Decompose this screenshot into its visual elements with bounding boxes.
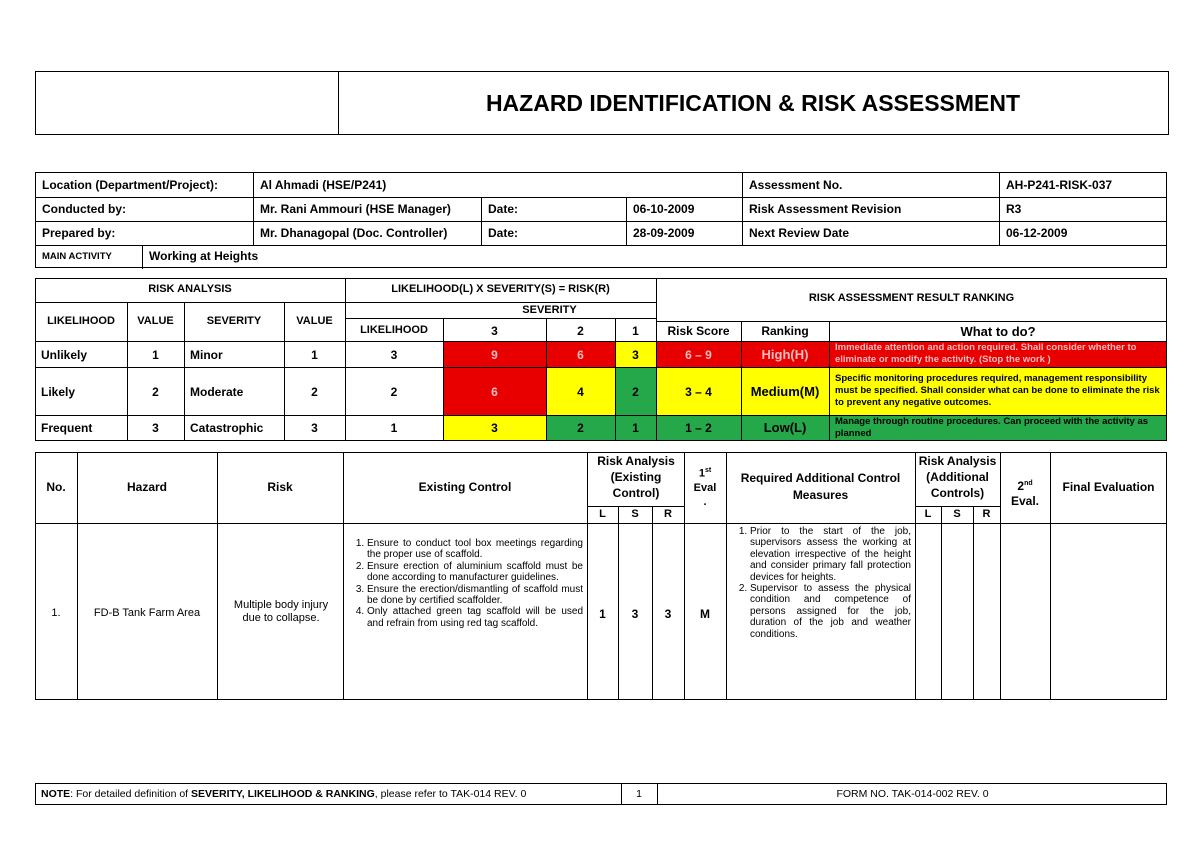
ranking-low: Low(L) (763, 420, 807, 435)
matrix-cell: 4 (577, 385, 584, 399)
severity-value: 2 (311, 385, 318, 399)
footer-note: NOTE: For detailed definition of SEVERITY, LIKELIHOOD & RANKING, please refer to TAK-014 REV. 0 (41, 788, 527, 800)
likelihood-value: 1 (152, 348, 159, 362)
matrix-cell: 9 (491, 348, 498, 362)
severity-2-header: 2 (577, 324, 584, 338)
likelihood-likely: Likely (41, 385, 76, 399)
assessment-no-label: Assessment No. (749, 178, 843, 192)
risk-analysis-heading: RISK ANALYSIS (148, 283, 232, 295)
likelihood2-col-header: LIKELIHOOD (360, 324, 428, 336)
severity-value: 3 (311, 421, 318, 435)
risk-score-high: 6 – 9 (685, 348, 712, 362)
matrix-cell: 1 (632, 421, 639, 435)
hazard-cell: FD-B Tank Farm Area (93, 607, 201, 619)
title-block (35, 71, 1169, 135)
severity-value: 1 (311, 348, 318, 362)
second-eval-header: 2nd Eval. (1010, 479, 1040, 508)
action-low: Manage through routine procedures. Can proceed with the activity as planned (835, 416, 1149, 439)
no-header: No. (46, 480, 66, 494)
l-header: L (599, 508, 606, 520)
logo-box (36, 72, 339, 134)
revision-value: R3 (1006, 202, 1022, 216)
matrix-cell: 2 (632, 385, 639, 399)
existing-s-value: 3 (631, 607, 639, 621)
matrix-cell: 2 (577, 421, 584, 435)
risk-analysis-additional-header: Risk Analysis (Additional Controls) (918, 454, 997, 500)
existing-l-value: 1 (599, 607, 606, 621)
date2-value: 28-09-2009 (633, 226, 695, 240)
final-evaluation-header: Final Evaluation (1062, 480, 1155, 494)
conducted-value: Mr. Rani Ammouri (HSE Manager) (260, 202, 451, 216)
date1-value: 06-10-2009 (633, 202, 695, 216)
result-ranking-heading: RISK ASSESSMENT RESULT RANKING (808, 292, 1015, 304)
risk-score-header: Risk Score (667, 324, 730, 338)
matrix-likelihood: 3 (390, 348, 398, 362)
risk-header: Risk (267, 480, 293, 494)
page-number: 1 (636, 788, 642, 800)
severity-3-header: 3 (491, 324, 498, 338)
ranking-high: High(H) (761, 347, 809, 362)
action-medium: Specific monitoring procedures required, management responsibility must be specified. Shall consider what can be done to eliminate the risk to prevent any negative outcomes. (835, 373, 1160, 408)
risk-score-medium: 3 – 4 (685, 385, 712, 399)
prepared-value: Mr. Dhanagopal (Doc. Controller) (260, 226, 448, 240)
info-grid (35, 172, 1167, 268)
main-activity-value: Working at Heights (149, 249, 259, 263)
severity-moderate: Moderate (190, 385, 244, 399)
ranking-medium: Medium(M) (750, 384, 820, 399)
matrix-cell: 3 (632, 348, 639, 362)
matrix-likelihood: 1 (390, 421, 398, 435)
lxs-heading: LIKELIHOOD(L) X SEVERITY(S) = RISK(R) (391, 283, 610, 295)
page-title: HAZARD IDENTIFICATION & RISK ASSESSMENT (485, 90, 1021, 116)
severity-heading: SEVERITY (522, 304, 577, 316)
matrix-cell: 3 (491, 421, 498, 435)
likelihood-value: 2 (152, 385, 159, 399)
matrix-cell: 6 (491, 385, 498, 399)
existing-control-header: Existing Control (418, 480, 512, 494)
revision-label: Risk Assessment Revision (749, 202, 902, 216)
likelihood-value: 3 (152, 421, 159, 435)
review-label: Next Review Date (749, 226, 850, 240)
main-activity-label: MAIN ACTIVITY (42, 251, 112, 262)
existing-control-item: 1. Ensure to conduct tool box meetings regarding the proper use of scaffold. (367, 538, 583, 561)
footer (35, 783, 1167, 805)
risk-cell: Multiple body injury due to collapse. (233, 599, 329, 624)
severity-catastrophic: Catastrophic (190, 421, 264, 435)
form-number: FORM NO. TAK-014-002 REV. 0 (836, 788, 989, 800)
likelihood-frequent: Frequent (41, 421, 93, 435)
hazard-table (35, 452, 1167, 700)
severity-col-header: SEVERITY (206, 315, 262, 327)
review-value: 06-12-2009 (1006, 226, 1068, 240)
additional-control-item: 2. Supervisor to assess the physical condition and competence of persons assigned for the job, duration of the job and weather conditions. (750, 583, 911, 640)
risk-matrix (35, 278, 1167, 442)
action-high: Immediate attention and action required. Shall consider whether to eliminate or modify the activity. (Stop the work ) (835, 342, 1137, 365)
assessment-no-value: AH-P241-RISK-037 (1006, 178, 1113, 192)
location-label: Location (Department/Project): (42, 178, 219, 192)
r2-header: R (982, 508, 991, 520)
existing-controls-list (347, 538, 583, 629)
s2-header: S (953, 508, 961, 520)
ranking-header: Ranking (761, 324, 809, 338)
l2-header: L (924, 508, 932, 520)
matrix-cell: 6 (577, 348, 584, 362)
hazard-header: Hazard (126, 480, 167, 494)
location-value: Al Ahmadi (HSE/P241) (260, 178, 387, 192)
date1-label: Date: (488, 202, 519, 216)
matrix-likelihood: 2 (390, 385, 398, 399)
severity-minor: Minor (190, 348, 223, 362)
risk-analysis-existing-header: Risk Analysis (Existing Control) (597, 454, 675, 500)
additional-controls-list (730, 526, 911, 640)
prepared-label: Prepared by: (42, 226, 116, 240)
row-no: 1. (51, 607, 61, 619)
existing-control-item: 2. Ensure erection of aluminium scaffold must be done according to manufacturer guidelines. (367, 561, 583, 584)
r-header: R (664, 508, 672, 520)
s-header: S (631, 508, 639, 520)
what-to-do-header: What to do? (960, 324, 1036, 339)
likelihood-unlikely: Unlikely (41, 348, 88, 362)
value-col-header: VALUE (137, 315, 174, 327)
risk-score-low: 1 – 2 (685, 421, 712, 435)
existing-r-value: 3 (664, 607, 672, 621)
date2-label: Date: (488, 226, 519, 240)
first-eval-value: M (700, 607, 710, 621)
first-eval-header: 1st Eval . (693, 467, 717, 508)
required-controls-header: Required Additional Control Measures (740, 471, 901, 502)
additional-control-item: 1. Prior to the start of the job, supervisors assess the working at elevation irrespective of the height and consider primary fall protection devices for heights. (750, 526, 911, 583)
existing-control-item: 4. Only attached green tag scaffold will be used and refrain from using red tag scaffold. (367, 606, 583, 629)
conducted-label: Conducted by: (42, 202, 126, 216)
existing-control-item: 3. Ensure the erection/dismantling of scaffold must be done by certified scaffolder. (367, 584, 583, 607)
likelihood-col-header: LIKELIHOOD (47, 315, 115, 327)
severity-1-header: 1 (632, 324, 639, 338)
value2-col-header: VALUE (296, 315, 333, 327)
